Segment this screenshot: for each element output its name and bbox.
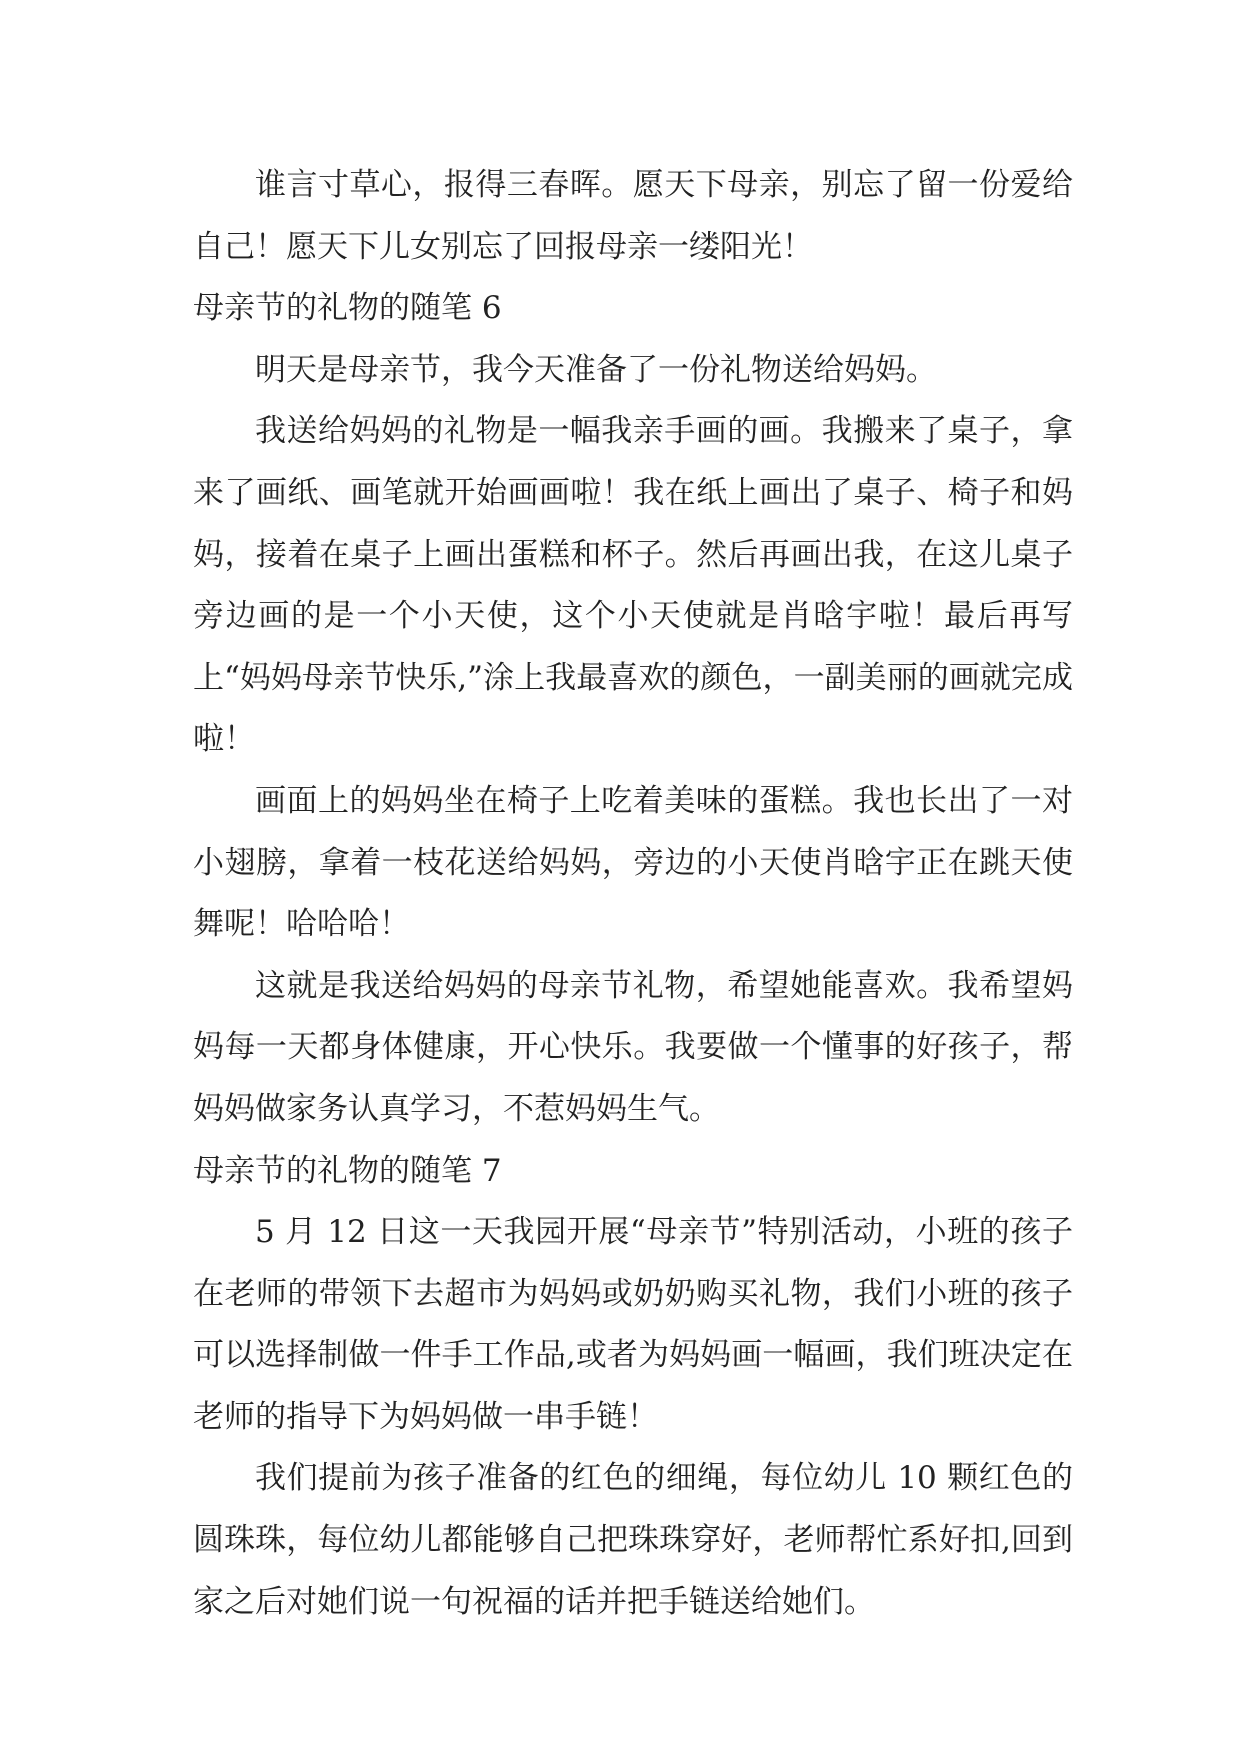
paragraph: 我送给妈妈的礼物是一幅我亲手画的画。我搬来了桌子，拿来了画纸、画笔就开始画画啦！我在纸上画出了桌子、椅子和妈妈，接着在桌子上画出蛋糕和杯子。然后再画出我，在这儿桌子旁边画的是一个小天使，这个小天使就是肖晗宇啦！最后再写上“妈妈母亲节快乐,”涂上我最喜欢的颜色，一副美丽的画就完成啦！ [193, 413, 1073, 758]
paragraph: 我们提前为孩子准备的红色的细绳，每位幼儿 10 颗红色的圆珠珠，每位幼儿都能够自己把珠珠穿好，老师帮忙系好扣,回到家之后对她们说一句祝福的话并把手链送给她们。 [193, 1460, 1073, 1620]
paragraph: 谁言寸草心，报得三春晖。愿天下母亲，别忘了留一份爱给自己！愿天下儿女别忘了回报母亲一缕阳光！ [193, 167, 1073, 265]
document-page [193, 155, 1073, 1633]
paragraph: 5 月 12 日这一天我园开展“母亲节”特别活动，小班的孩子在老师的带领下去超市为妈妈或奶奶购买礼物，我们小班的孩子可以选择制做一件手工作品,或者为妈妈画一幅画，我们班决定在老师的指导下为妈妈做一串手链！ [193, 1214, 1073, 1435]
section-heading: 母亲节的礼物的随笔 6 [193, 290, 502, 327]
paragraph: 这就是我送给妈妈的母亲节礼物，希望她能喜欢。我希望妈妈每一天都身体健康，开心快乐。我要做一个懂事的好孩子，帮妈妈做家务认真学习，不惹妈妈生气。 [193, 967, 1073, 1127]
section-heading: 母亲节的礼物的随笔 7 [193, 1152, 502, 1189]
paragraph: 明天是母亲节，我今天准备了一份礼物送给妈妈。 [255, 351, 937, 388]
paragraph: 画面上的妈妈坐在椅子上吃着美味的蛋糕。我也长出了一对小翅膀，拿着一枝花送给妈妈，旁边的小天使肖晗宇正在跳天使舞呢！哈哈哈！ [193, 782, 1073, 943]
